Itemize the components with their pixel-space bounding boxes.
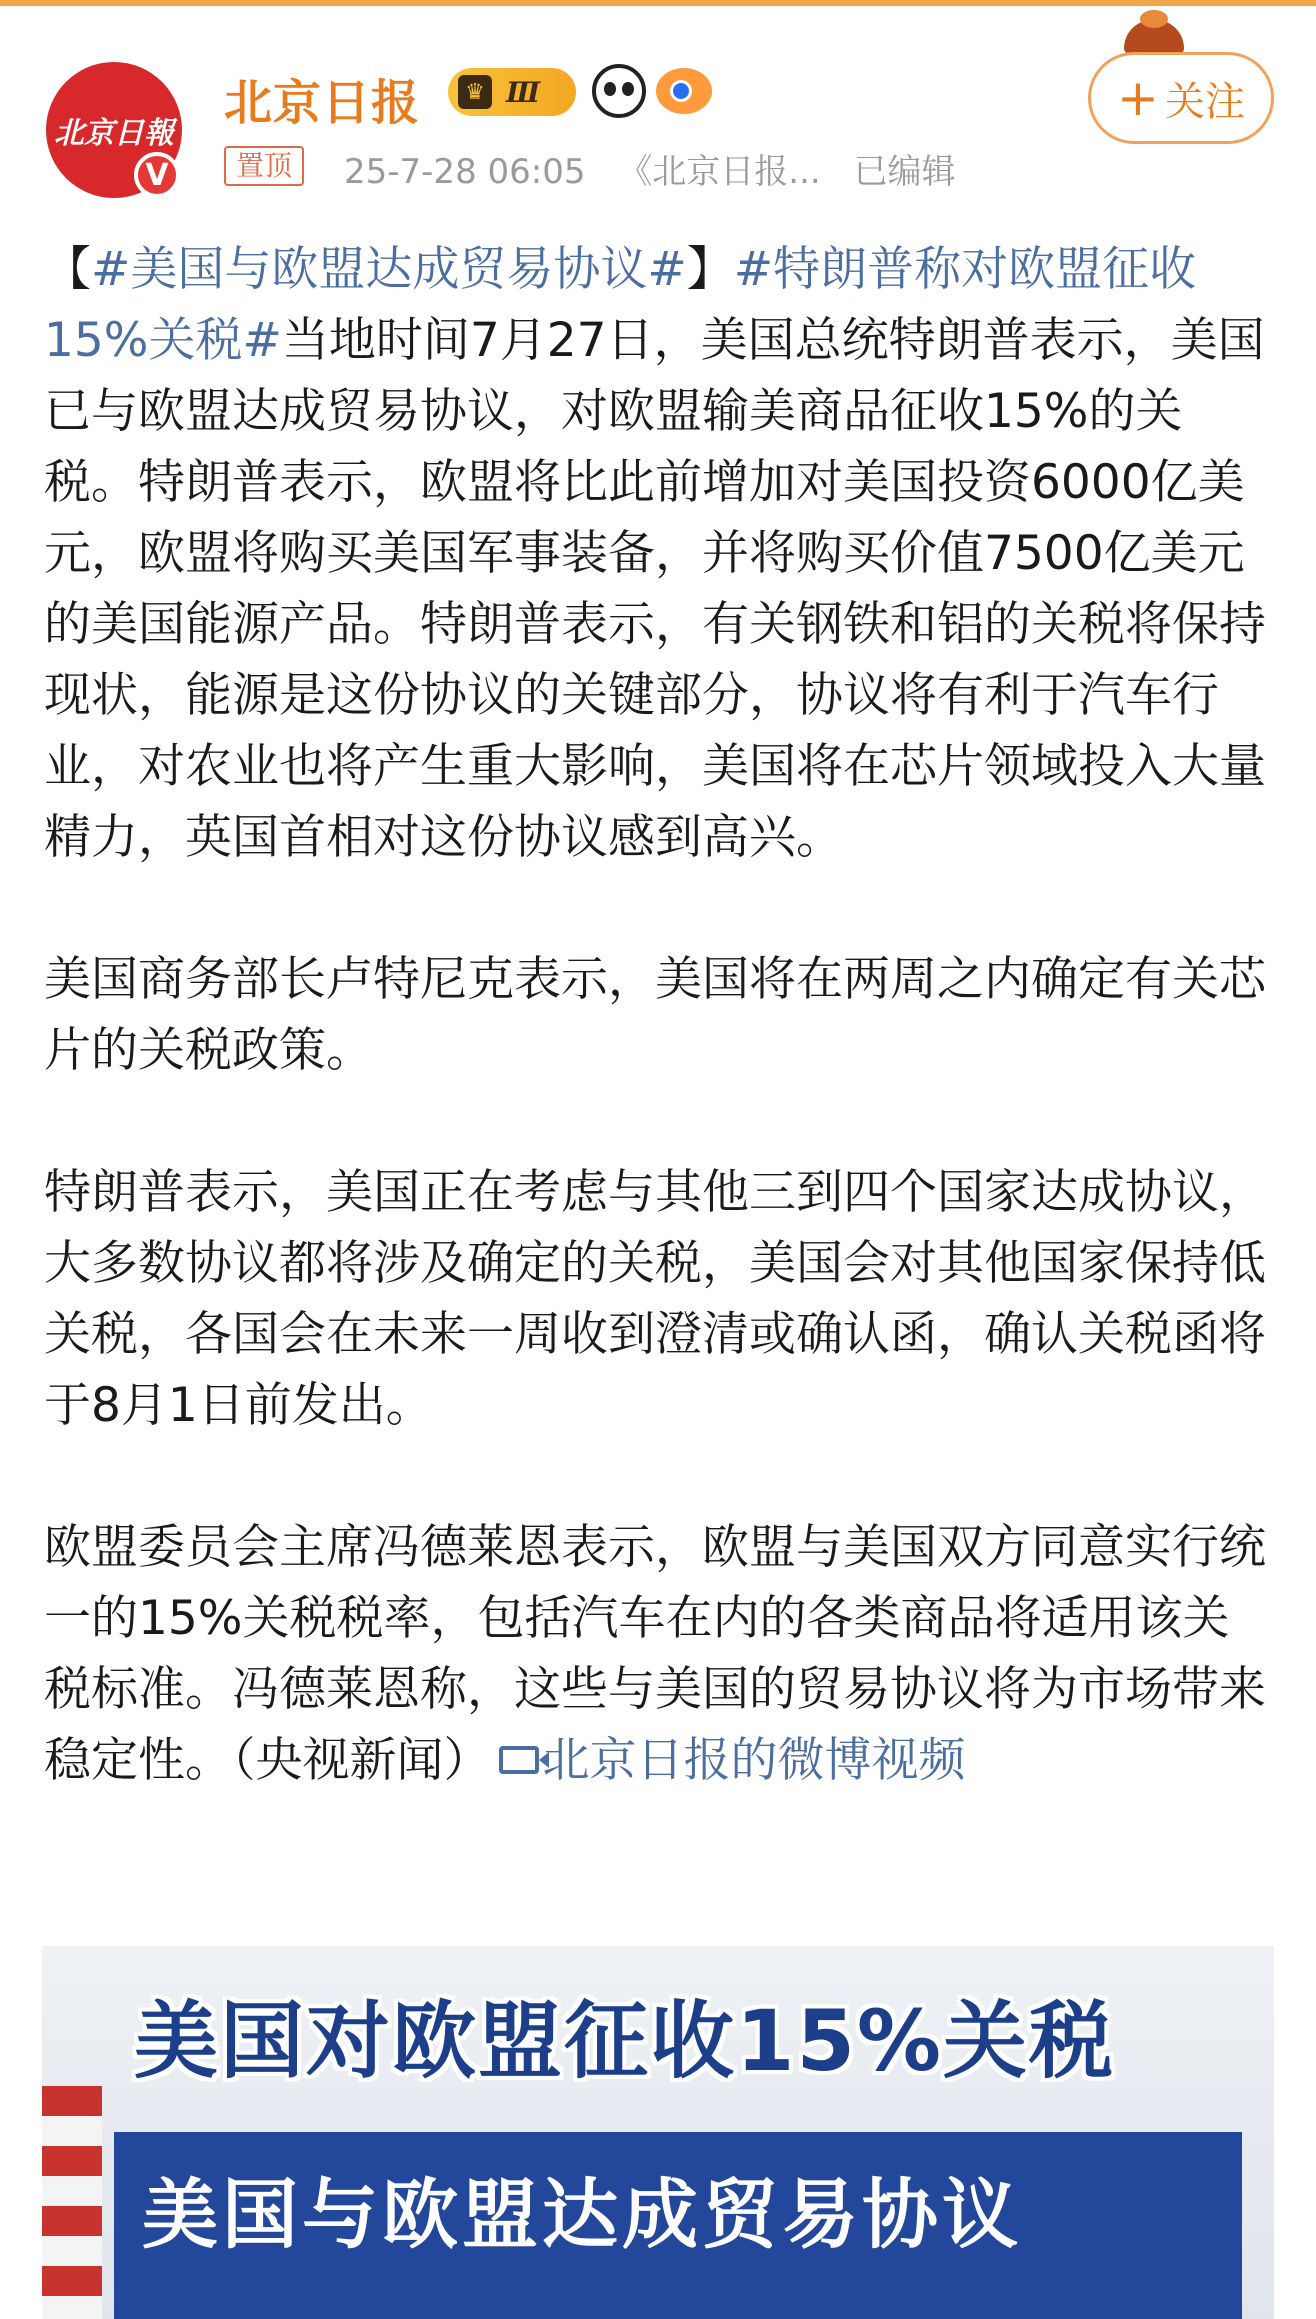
post-meta (344, 144, 978, 193)
paragraph-4-text: 欧盟委员会主席冯德莱恩表示，欧盟与美国双方同意实行统一的15%关税税率，包括汽车在内的各类商品将适用该关税标准。冯德莱恩称，这些与美国的贸易协议将为市场带来稳定性。（央视新闻） (44, 1520, 1266, 1788)
crown-level-icon[interactable] (448, 68, 576, 116)
verified-icon: V (134, 152, 180, 198)
post-source[interactable]: 《北京日报... (618, 152, 821, 192)
video-icon (499, 1746, 539, 1774)
paragraph-4 (44, 1512, 1276, 1796)
avatar-text: 北京日報 (54, 116, 174, 151)
thumbnail-subline: 美国与欧盟达成贸易协议 (142, 2170, 1022, 2259)
follow-button[interactable] (1088, 52, 1274, 144)
bracket-close: 】 (686, 242, 734, 297)
paragraph-1-text: 当地时间7月27日，美国总统特朗普表示，美国已与欧盟达成贸易协议，对欧盟输美商品征收15%的关税。特朗普表示，欧盟将比此前增加对美国投资6000亿美元，欧盟将购买美国军事装备，并将购买价值7500亿美元的美国能源产品。特朗普表示，有关钢铁和铝的关税将保持现状，能源是这份协议的关键部分，协议将有利于汽车行业，对农业也将产生重大影响，美国将在芯片领域投入大量精力，英国首相对这份协议感到高兴。 (44, 313, 1266, 865)
post-body (44, 234, 1276, 1867)
account-name[interactable]: 北京日报 (224, 75, 421, 131)
crown-icon: ♛ (458, 75, 492, 109)
video-thumbnail[interactable] (42, 1946, 1274, 2319)
fish-icon[interactable] (656, 68, 712, 114)
decoration-icon (1124, 20, 1184, 54)
timestamp: 25-7-28 06:05 (344, 152, 586, 192)
video-link[interactable]: 北京日报的微博视频 (542, 1733, 966, 1788)
paragraph-3: 特朗普表示，美国正在考虑与其他三到四个国家达成协议，大多数协议都将涉及确定的关税，美国会对其他国家保持低关税，各国会在未来一周收到澄清或确认函，确认关税函将于8月1日前发出。 (44, 1165, 1266, 1433)
edited-label[interactable]: 已编辑 (853, 152, 956, 192)
panda-icon[interactable] (592, 64, 646, 118)
flag-graphic (42, 2086, 102, 2319)
bracket-open: 【 (44, 242, 91, 297)
level-badge: Ⅲ (506, 75, 541, 109)
follow-label: 关注 (1164, 78, 1245, 125)
hashtag-tariff[interactable]: #特朗普称对欧盟征收15%关税# (44, 242, 1197, 368)
paragraph-1 (44, 234, 1276, 873)
paragraph-2: 美国商务部长卢特尼克表示，美国将在两周之内确定有关芯片的关税政策。 (44, 952, 1266, 1078)
post-card (0, 6, 1316, 2319)
pinned-badge: 置顶 (224, 146, 304, 186)
thumbnail-headline: 美国对欧盟征收15%关税 (134, 1992, 1116, 2090)
plus-icon: + (1117, 69, 1159, 127)
hashtag-trade-agreement[interactable]: #美国与欧盟达成贸易协议# (91, 242, 687, 297)
